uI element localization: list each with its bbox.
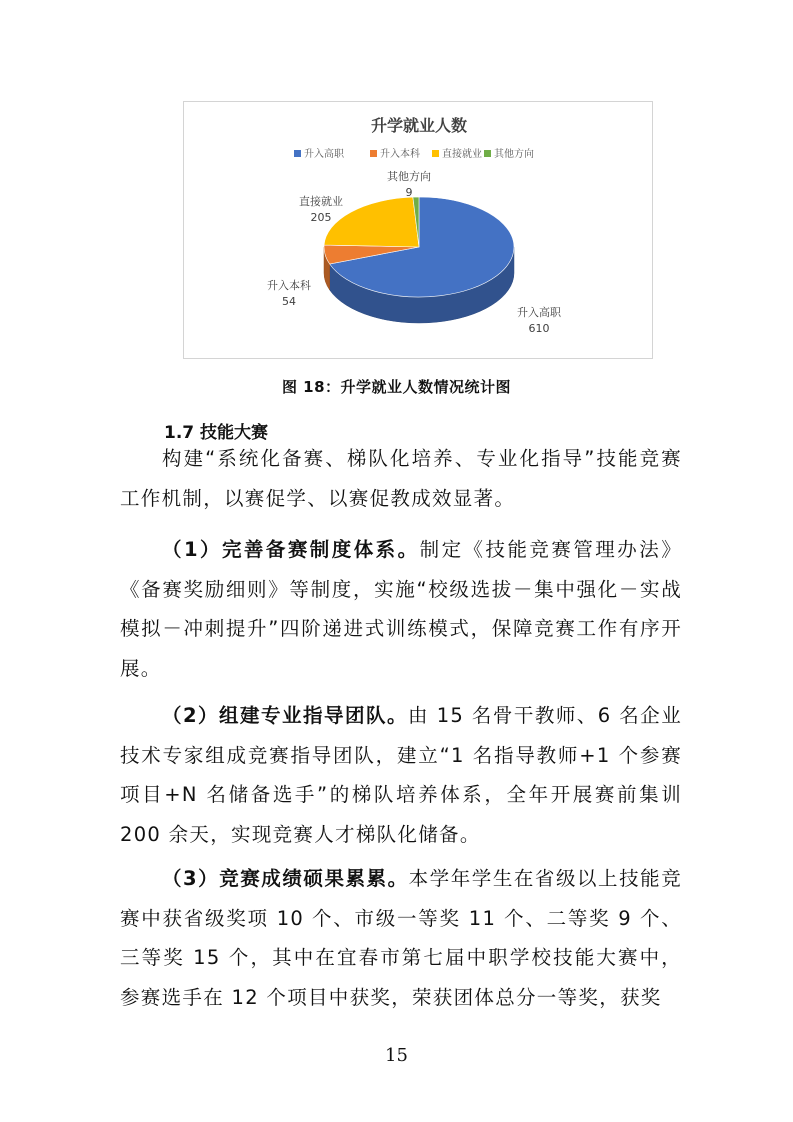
data-label-category: 其他方向 <box>387 170 431 183</box>
paragraph-results-body: 本学年学生在省级以上技能竞赛中获省级奖项 10 个、市级一等奖 11 个、二等奖 9 个、三等奖 15 个，其中在宜春市第七届中职学校技能大赛中，参赛选手在 12 个项目中获奖，荣获团体总分一等奖，获奖 <box>120 867 683 1009</box>
data-label-series-0 <box>517 305 562 335</box>
pie-chart-svg <box>184 102 654 360</box>
paragraph-intro-body: 构建“系统化备赛、梯队化培养、专业化指导”技能竞赛工作机制，以赛促学、以赛促教成效显著。 <box>120 447 682 510</box>
section-title: 1.7 技能大赛 <box>164 423 269 443</box>
data-label-series-1 <box>267 278 311 308</box>
paragraph-system-lead: （1）完善备赛制度体系。 <box>162 538 420 561</box>
figure-caption: 图 18：升学就业人数情况统计图 <box>281 378 512 396</box>
legend-item-series-2 <box>432 147 482 160</box>
paragraph-system-body: 制定《技能竞赛管理办法》《备赛奖励细则》等制度，实施“校级选拔－集中强化－实战模拟－冲刺提升”四阶递进式训练模式，保障竞赛工作有序开展。 <box>120 538 682 680</box>
legend-label: 直接就业 <box>442 149 482 160</box>
paragraph-team-lead: （2）组建专业指导团队。 <box>162 704 409 727</box>
data-label-value: 9 <box>405 186 413 199</box>
data-label-category: 升入本科 <box>267 279 311 292</box>
paragraph-team <box>120 696 682 854</box>
legend-swatch <box>484 150 491 157</box>
paragraph-results-lead: （3）竞赛成绩硕果累累。 <box>162 867 409 890</box>
data-label-value: 610 <box>528 322 550 335</box>
legend-swatch <box>432 150 439 157</box>
chart-title: 升学就业人数 <box>370 116 468 135</box>
legend-label: 升入本科 <box>380 149 420 160</box>
pie-slices <box>324 197 514 323</box>
data-label-series-2 <box>299 194 343 224</box>
data-label-series-3 <box>387 169 431 199</box>
legend-item-series-1 <box>370 147 420 160</box>
data-label-category: 升入高职 <box>517 306 561 319</box>
paragraph-system <box>120 530 682 688</box>
legend-swatch <box>370 150 377 157</box>
legend-item-series-3 <box>484 147 534 160</box>
legend-item-series-0 <box>294 147 345 160</box>
legend-swatch <box>294 150 301 157</box>
paragraph-results <box>120 859 682 1017</box>
pie-chart <box>183 101 653 359</box>
chart-legend <box>294 147 534 160</box>
page-number: 15 <box>385 1045 408 1066</box>
legend-label: 其他方向 <box>494 149 534 160</box>
data-label-category: 直接就业 <box>299 195 343 208</box>
legend-label: 升入高职 <box>304 149 344 160</box>
paragraph-intro <box>120 439 682 518</box>
data-label-value: 54 <box>282 295 296 308</box>
paragraph-team-body: 由 15 名骨干教师、6 名企业技术专家组成竞赛指导团队，建立“1 名指导教师+1 个参赛项目+N 名储备选手”的梯队培养体系，全年开展赛前集训 200 余天，实现竞赛人才梯队化储备。 <box>120 704 682 846</box>
data-label-value: 205 <box>310 211 332 224</box>
